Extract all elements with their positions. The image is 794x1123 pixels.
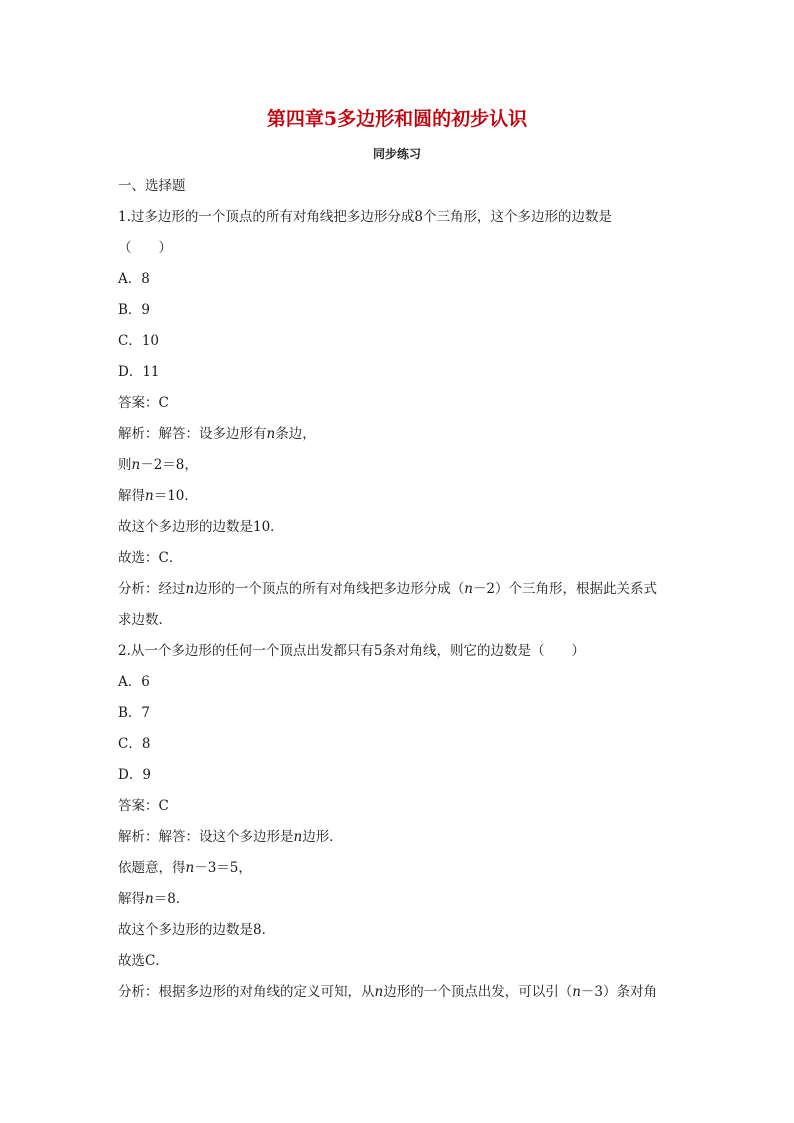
question-1-option-d: D．11 xyxy=(118,364,160,380)
text-run: 边形的一个顶点出发，可以引（ xyxy=(383,984,573,1000)
question-2-analysis-line xyxy=(118,853,678,884)
question-1-option-a: A．8 xyxy=(118,271,150,287)
question-1-answer: 答案：C xyxy=(118,395,169,411)
text-run: 边形的一个顶点的所有对角线把多边形分成（ xyxy=(194,581,465,597)
text-run: 条边， xyxy=(275,426,316,442)
question-2-option-b: B．7 xyxy=(118,705,151,721)
text-run: 则 xyxy=(118,457,132,473)
document-body xyxy=(118,171,678,1008)
variable-n: n xyxy=(293,829,303,845)
text-run: 解析：解答：设多边形有 xyxy=(118,426,267,442)
question-2-choice-line: 故选C． xyxy=(118,953,169,969)
variable-n: n xyxy=(185,581,195,597)
section-heading: 一、选择题 xyxy=(118,178,186,194)
question-2-option-a: A．6 xyxy=(118,674,150,690)
variable-n: n xyxy=(145,891,154,907)
question-1-analysis-line xyxy=(118,481,678,512)
question-1-analysis-line xyxy=(118,450,678,481)
text-run: 依题意，得 xyxy=(118,860,186,876)
variable-n: n xyxy=(572,984,581,1000)
variable-n: n xyxy=(464,581,473,597)
question-1-option-c: C．10 xyxy=(118,333,160,349)
variable-n: n xyxy=(145,488,154,504)
text-run: 解得 xyxy=(118,488,145,504)
question-2-answer: 答案：C xyxy=(118,798,169,814)
text-run: 解得 xyxy=(118,891,145,907)
text-run: ＝10． xyxy=(153,488,198,504)
question-2-analysis-line xyxy=(118,822,678,853)
question-2-option-d: D．9 xyxy=(118,767,151,783)
document-subtitle: 同步练习 xyxy=(372,147,421,161)
question-2-analysis-line: 故这个多边形的边数是8． xyxy=(118,922,276,938)
text-run: 解析：解答：设这个多边形是 xyxy=(118,829,294,845)
variable-n: n xyxy=(185,860,195,876)
question-1-analysis-line xyxy=(118,419,678,450)
variable-n: n xyxy=(131,457,141,473)
question-1-stem: 1.过多边形的一个顶点的所有对角线把多边形分成8个三角形，这个多边形的边数是 xyxy=(118,209,612,225)
question-1-fenxi-line xyxy=(118,574,678,605)
variable-n: n xyxy=(374,984,384,1000)
text-run: 分析：经过 xyxy=(118,581,186,597)
question-1-fenxi-line: 求边数． xyxy=(118,612,172,628)
document-title: 第四章5多边形和圆的初步认识 xyxy=(266,108,528,130)
text-run: －3）条对角 xyxy=(580,984,657,1000)
question-2-stem: 2.从一个多边形的任何一个顶点出发都只有5条对角线，则它的边数是（ ） xyxy=(118,643,585,659)
variable-n: n xyxy=(266,426,276,442)
question-2-fenxi-line xyxy=(118,977,678,1008)
question-1-stem-blank: （ ） xyxy=(118,240,172,256)
text-run: 分析：根据多边形的对角线的定义可知，从 xyxy=(118,984,375,1000)
text-run: 边形． xyxy=(302,829,343,845)
text-run: ＝8． xyxy=(153,891,190,907)
text-run: －2＝8， xyxy=(140,457,198,473)
question-1-option-b: B．9 xyxy=(118,302,151,318)
question-1-analysis-line: 故这个多边形的边数是10． xyxy=(118,519,284,535)
text-run: －2）个三角形，根据此关系式 xyxy=(472,581,657,597)
text-run: －3＝5， xyxy=(194,860,252,876)
question-2-option-c: C．8 xyxy=(118,736,151,752)
question-1-choice-line: 故选：C． xyxy=(118,550,183,566)
question-2-analysis-line xyxy=(118,884,678,915)
